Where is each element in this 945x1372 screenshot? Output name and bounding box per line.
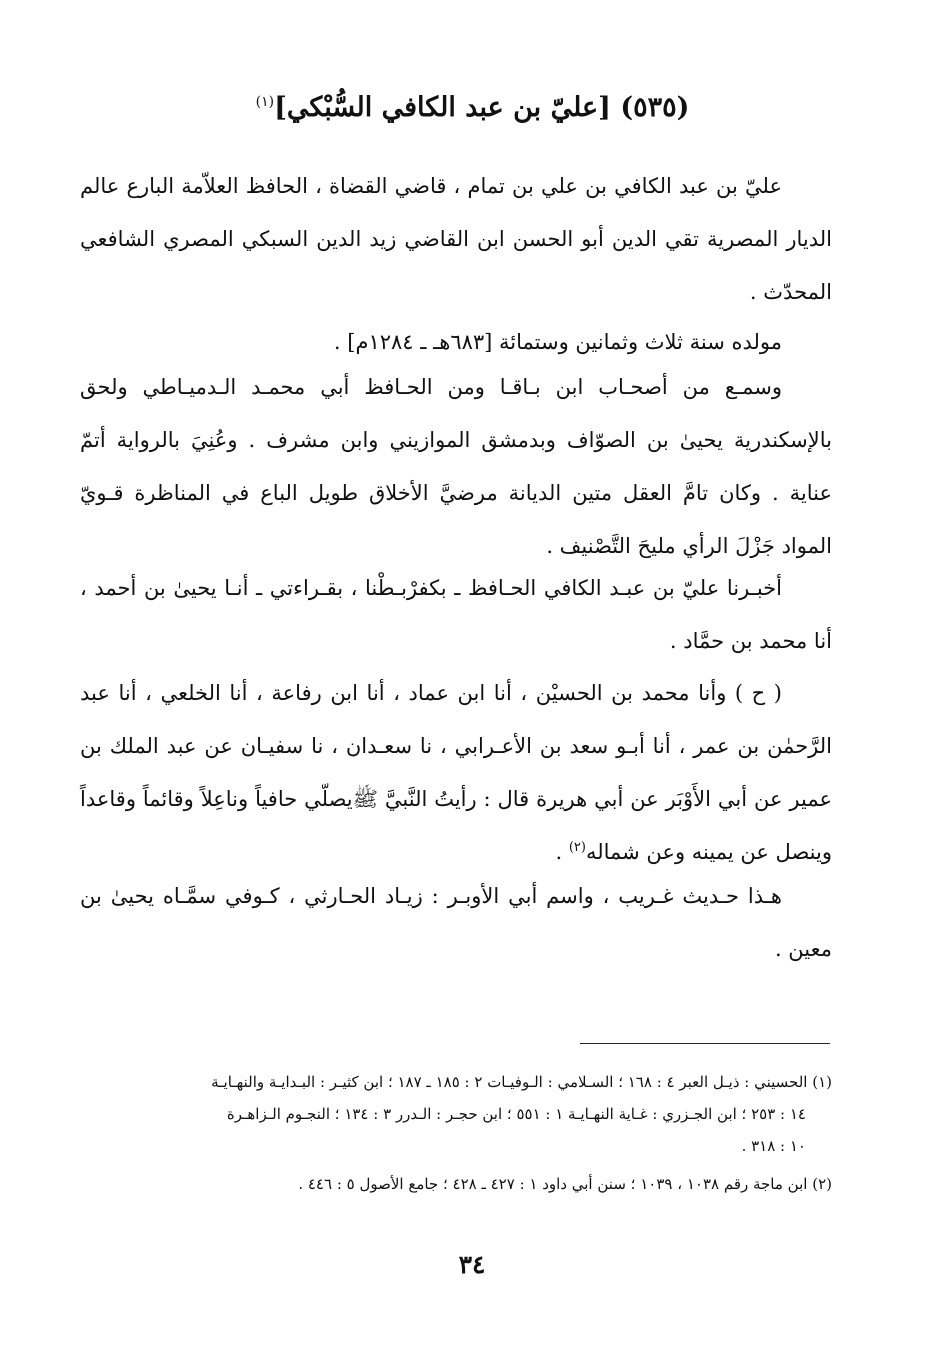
paragraph-isnad-1: أخبـرنا عليّ بن عبـد الكافي الحـافظ ـ بكفرْبـطْنا ، بقـراءتي ـ أنـا يحيىٰ بن أحمد ، أنا محمد بن حمَّاد . — [80, 576, 832, 653]
footnote-divider — [580, 1043, 830, 1044]
paragraph-teachers: وسمـع من أصحـاب ابن بـاقـا ومن الحـافظ أبي محمـد الـدميـاطي ولحق بالإسكندرية يحيىٰ بن الصوّاف وبدمشق الموازيني وابن مشرف . وعُنِيَ بالرواية أتمّ عناية . وكان تامَّ العقل متين الديانة مرضيَّ الأخلاق طويل الباع في المناظرة قـويّ المواد جَزْلَ الرأي مليحَ التَّصْنيف . — [80, 375, 832, 558]
paragraph-biography: عليّ بن عبد الكافي بن علي بن تمام ، قاضي القضاة ، الحافظ العلاّمة البارع عالم الديار المصرية تقي الدين أبو الحسن ابن القاضي زيد الدين السبكي المصري الشافعي المحدّث . — [80, 174, 832, 304]
footnote-2: (٢) ابن ماجة رقم ١٠٣٨ ، ١٠٣٩ ؛ سنن أبي داود ١ : ٤٢٧ ـ ٤٢٨ ؛ جامع الأصول ٥ : ٤٤٦ . — [298, 1175, 832, 1193]
isnad-2-text: ( ح ) وأنا محمد بن الحسيْن ، أنا ابن عماد ، أنا ابن رفاعة ، أنا الخلعي ، أنا عبد الرَّحمٰن بن عمر ، أنا أبـو سعد بن الأعـرابي ، نا سعـدان ، نا سفيـان عن عبد الملك بن عمير عن أبي الأَوْبَر عن أبي هريرة قال : رأيتُ النَّبيَّ ﷺيصلّي حافياً وناعِلاً وقائماً وقاعداً وينصل عن يمينه وعن شماله — [80, 681, 832, 864]
isnad-2-end: . — [555, 840, 569, 864]
paragraph-birth: مولده سنة ثلاث وثمانين وستمائة [٦٨٣هـ ـ ١٢٨٤م] . — [333, 330, 782, 354]
footnote-1-line-2: ١٤ : ٢٥٣ ؛ ابن الجـزري : غـاية النهـايـة ١ : ٥٥١ ؛ ابن حجـر : الـدرر ٣ : ١٣٤ ؛ النجـوم الـزاهـرة — [226, 1105, 806, 1123]
footnote-1-line-1: (١) الحسيني : ذيـل العبر ٤ : ١٦٨ ؛ السـلامي : الـوفيـات ٢ : ١٨٥ ـ ١٨٧ ؛ ابن كثيـر : البـدايـة والنهـايـة — [211, 1073, 832, 1091]
paragraph-isnad-2 — [80, 667, 832, 879]
title-footnote-marker: (١) — [255, 94, 275, 110]
entry-title-text: (٥٣٥) [عليّ بن عبد الكافي السُّبْكي] — [274, 92, 690, 123]
paragraph-hadith-grade: هـذا حـديث غـريب ، واسم أبي الأوبـر : زيـاد الحـارثي ، كـوفي سمَّـاه يحيىٰ بن معين . — [80, 884, 832, 961]
page-number: ٣٤ — [458, 1250, 486, 1279]
footnote-1-line-3: ١٠ : ٣١٨ . — [741, 1137, 806, 1155]
footnote-1 — [80, 1066, 832, 1162]
hadith-footnote-marker: (٢) — [568, 840, 586, 855]
entry-title — [150, 82, 795, 128]
